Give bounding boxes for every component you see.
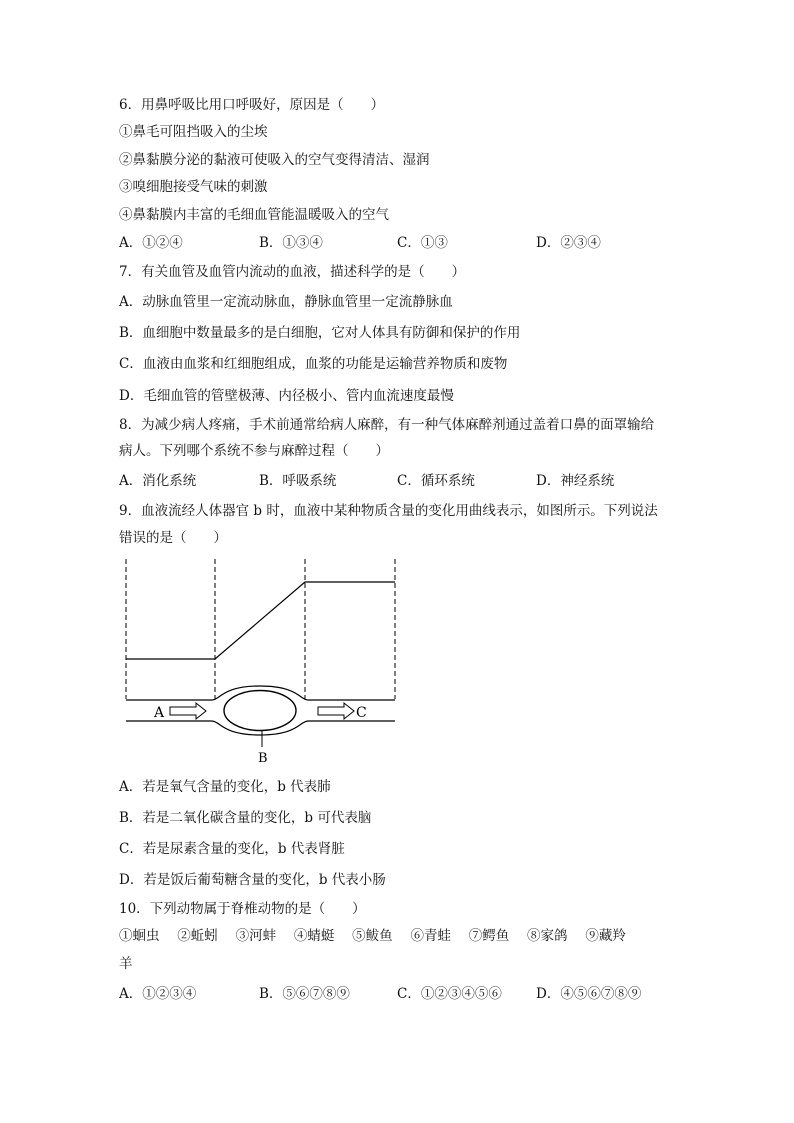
q6-option-b: B．①③④: [259, 235, 323, 251]
q8-stem-line-1: 8．为减少病人疼痛，手术前通常给病人麻醉，有一种气体麻醉剂通过盖着口鼻的面罩输给: [119, 417, 655, 433]
q9-option-c: C．若是尿素含量的变化，b 代表肾脏: [119, 841, 345, 857]
q6-item-3: ③嗅细胞接受气味的刺激: [119, 179, 268, 195]
q7-option-c: C．血液由血浆和红细胞组成，血浆的功能是运输营养物质和废物: [119, 356, 508, 372]
q6-item-1: ①鼻毛可阻挡吸入的尘埃: [119, 124, 268, 140]
q9-option-a: A．若是氧气含量的变化，b 代表肺: [119, 779, 331, 795]
blood-flow-figure: [110, 555, 410, 767]
content-curve: [126, 582, 395, 659]
q7-option-d: D．毛细血管的管壁极薄、内径极小、管内血流速度最慢: [119, 388, 454, 404]
q8-option-b: B．呼吸系统: [259, 473, 337, 489]
q10-option-a: A．①②③④: [119, 986, 197, 1002]
q7-stem: 7．有关血管及血管内流动的血液，描述科学的是（ ）: [119, 264, 466, 280]
q8-option-c: C．循环系统: [397, 473, 475, 489]
label-a: A: [154, 705, 165, 721]
q9-option-b: B．若是二氧化碳含量的变化，b 可代表脑: [119, 810, 372, 826]
label-c: C: [356, 705, 367, 721]
q6-option-c: C．①③: [397, 235, 448, 251]
label-b: B: [258, 751, 268, 766]
q8-option-a: A．消化系统: [119, 473, 197, 489]
q10-option-c: C．①②③④⑤⑥: [397, 986, 502, 1002]
q7-option-b: B．血细胞中数量最多的是白细胞，它对人体具有防御和保护的作用: [119, 325, 521, 341]
q6-stem: 6．用鼻呼吸比用口呼吸好，原因是（ ）: [119, 97, 385, 113]
q8-option-d: D．神经系统: [536, 473, 615, 489]
q9-stem-line-2: 错误的是（ ）: [119, 530, 227, 546]
q10-animals-line-1: ①蛔虫 ②蚯蚓 ③河蚌 ④蜻蜓 ⑤鲅鱼 ⑥青蛙 ⑦鳄鱼 ⑧家鸽 ⑨藏羚: [119, 928, 626, 944]
q9-stem-line-1: 9．血液流经人体器官 b 时，血液中某种物质含量的变化用曲线表示，如图所示。下列说法: [119, 503, 658, 519]
q10-stem: 10．下列动物属于脊椎动物的是（ ）: [119, 901, 366, 917]
q10-animals-line-2: 羊: [119, 956, 133, 972]
q8-stem-line-2: 病人。下列哪个系统不参与麻醉过程（ ）: [119, 443, 389, 459]
q6-option-a: A．①②④: [119, 235, 183, 251]
flow-arrow-out: [318, 703, 354, 719]
q6-item-4: ④鼻黏膜内丰富的毛细血管能温暖吸入的空气: [119, 207, 389, 223]
q6-item-2: ②鼻黏膜分泌的黏液可使吸入的空气变得清洁、湿润: [119, 152, 430, 168]
q9-option-d: D．若是饭后葡萄糖含量的变化，b 代表小肠: [119, 872, 386, 888]
q10-option-b: B．⑤⑥⑦⑧⑨: [259, 986, 350, 1002]
q10-option-d: D．④⑤⑥⑦⑧⑨: [536, 986, 642, 1002]
q6-option-d: D．②③④: [536, 235, 601, 251]
organ-b-oval: [224, 691, 296, 731]
flow-arrow-in: [170, 703, 206, 719]
q7-option-a: A．动脉血管里一定流动脉血，静脉血管里一定流静脉血: [119, 294, 453, 310]
